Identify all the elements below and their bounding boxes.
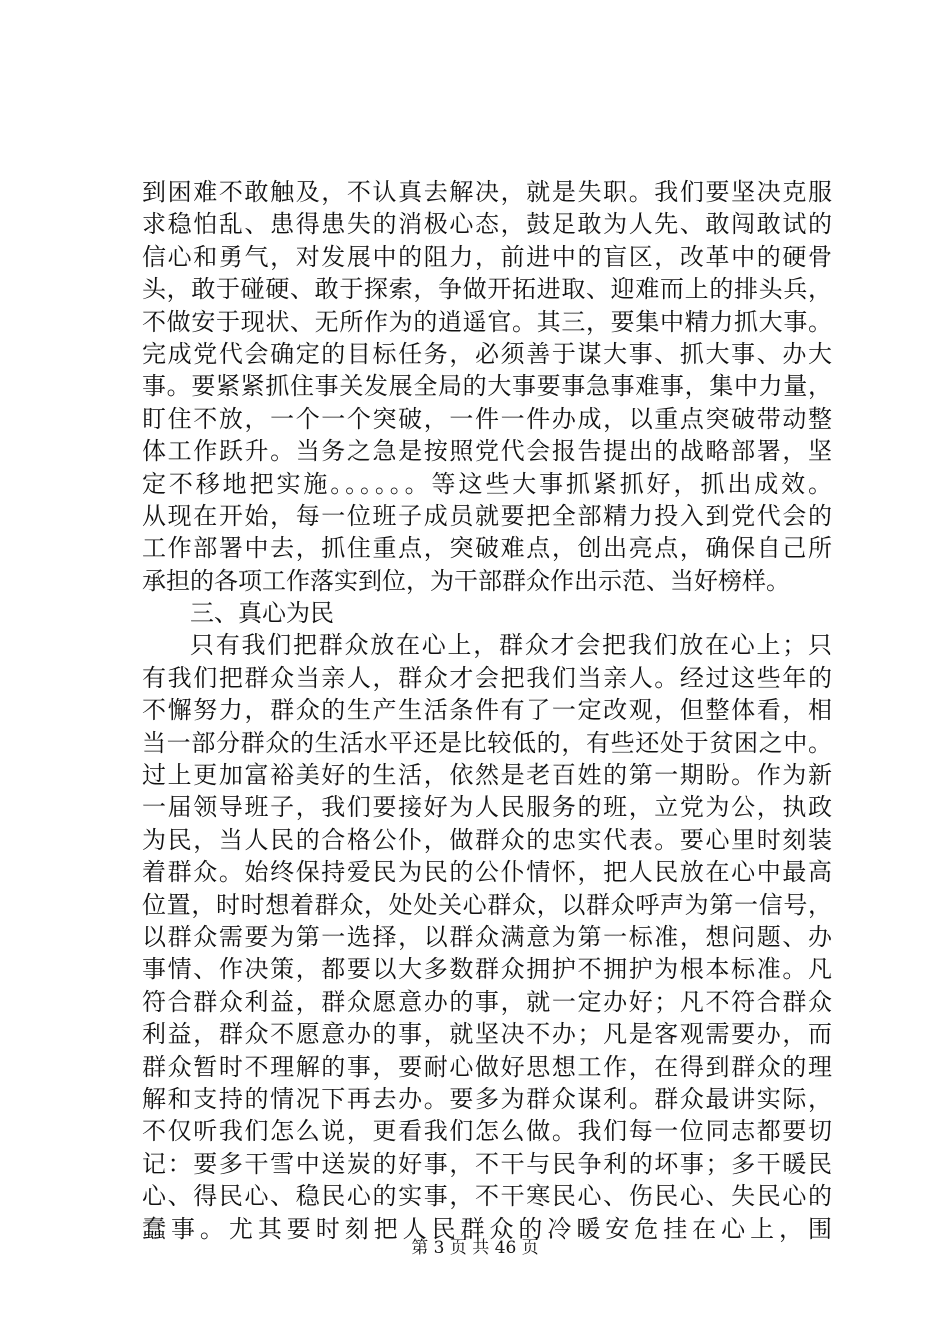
text-line: 定不移地把实施。。。。。。等这些大事抓紧抓好，抓出成效。 (142, 469, 832, 498)
page-number-footer: 第 3 页 共 46 页 (411, 1238, 539, 1258)
text-line: 完成党代会确定的目标任务，必须善于谋大事、抓大事、办大 (142, 339, 832, 368)
text-line: 利益，群众不愿意办的事，就坚决不办；凡是客观需要办，而 (142, 1020, 832, 1049)
text-line: 着群众。始终保持爱民为民的公仆情怀，把人民放在心中最高 (142, 858, 832, 887)
section-heading: 三、真心为民 (190, 599, 334, 628)
text-line: 为民，当人民的合格公仆，做群众的忠实代表。要心里时刻装 (142, 825, 832, 854)
text-line: 过上更加富裕美好的生活，依然是老百姓的第一期盼。作为新 (142, 761, 832, 790)
text-line: 从现在开始，每一位班子成员就要把全部精力投入到党代会的 (142, 501, 832, 530)
text-line: 解和支持的情况下再去办。要多为群众谋利。群众最讲实际， (142, 1084, 832, 1113)
text-line: 事情、作决策，都要以大多数群众拥护不拥护为根本标准。凡 (142, 955, 832, 984)
text-line: 当一部分群众的生活水平还是比较低的，有些还处于贫困之中。 (142, 728, 832, 757)
text-line: 信心和勇气，对发展中的阻力，前进中的盲区，改革中的硬骨 (142, 242, 832, 271)
text-line: 承担的各项工作落实到位，为干部群众作出示范、当好榜样。 (142, 566, 790, 595)
text-line: 求稳怕乱、患得患失的消极心态，鼓足敢为人先、敢闯敢试的 (142, 210, 832, 239)
text-line: 不仅听我们怎么说，更看我们怎么做。我们每一位同志都要切 (142, 1117, 832, 1146)
body-text (142, 176, 832, 1245)
text-line: 群众暂时不理解的事，要耐心做好思想工作，在得到群众的理 (142, 1052, 832, 1081)
text-line: 蠢事。尤其要时刻把人民群众的冷暖安危挂在心上，围 (142, 1214, 832, 1243)
text-line: 记：要多干雪中送炭的好事，不干与民争利的坏事；多干暖民 (142, 1149, 832, 1178)
text-line: 工作部署中去，抓住重点，突破难点，创出亮点，确保自己所 (142, 534, 832, 563)
text-line: 不懈努力，群众的生产生活条件有了一定改观，但整体看，相 (142, 696, 832, 725)
text-line: 事。要紧紧抓住事关发展全局的大事要事急事难事，集中力量， (142, 372, 832, 401)
text-line: 以群众需要为第一选择，以群众满意为第一标准，想问题、办 (142, 922, 832, 951)
text-line: 体工作跃升。当务之急是按照党代会报告提出的战略部署，坚 (142, 437, 832, 466)
text-line: 头，敢于碰硬、敢于探索，争做开拓进取、迎难而上的排头兵， (142, 275, 832, 304)
text-line: 一届领导班子，我们要接好为人民服务的班，立党为公，执政 (142, 793, 832, 822)
text-line: 不做安于现状、无所作为的逍遥官。其三，要集中精力抓大事。 (142, 307, 832, 336)
text-line: 有我们把群众当亲人，群众才会把我们当亲人。经过这些年的 (142, 663, 832, 692)
text-line: 位置，时时想着群众，处处关心群众，以群众呼声为第一信号， (142, 890, 832, 919)
text-line: 到困难不敢触及，不认真去解决，就是失职。我们要坚决克服 (142, 178, 832, 206)
text-line: 心、得民心、稳民心的实事，不干寒民心、伤民心、失民心的 (142, 1182, 832, 1211)
text-line: 符合群众利益，群众愿意办的事，就一定办好；凡不符合群众 (142, 987, 832, 1016)
text-line: 只有我们把群众放在心上，群众才会把我们放在心上；只 (190, 631, 832, 660)
text-line: 盯住不放，一个一个突破，一件一件办成，以重点突破带动整 (142, 404, 832, 433)
